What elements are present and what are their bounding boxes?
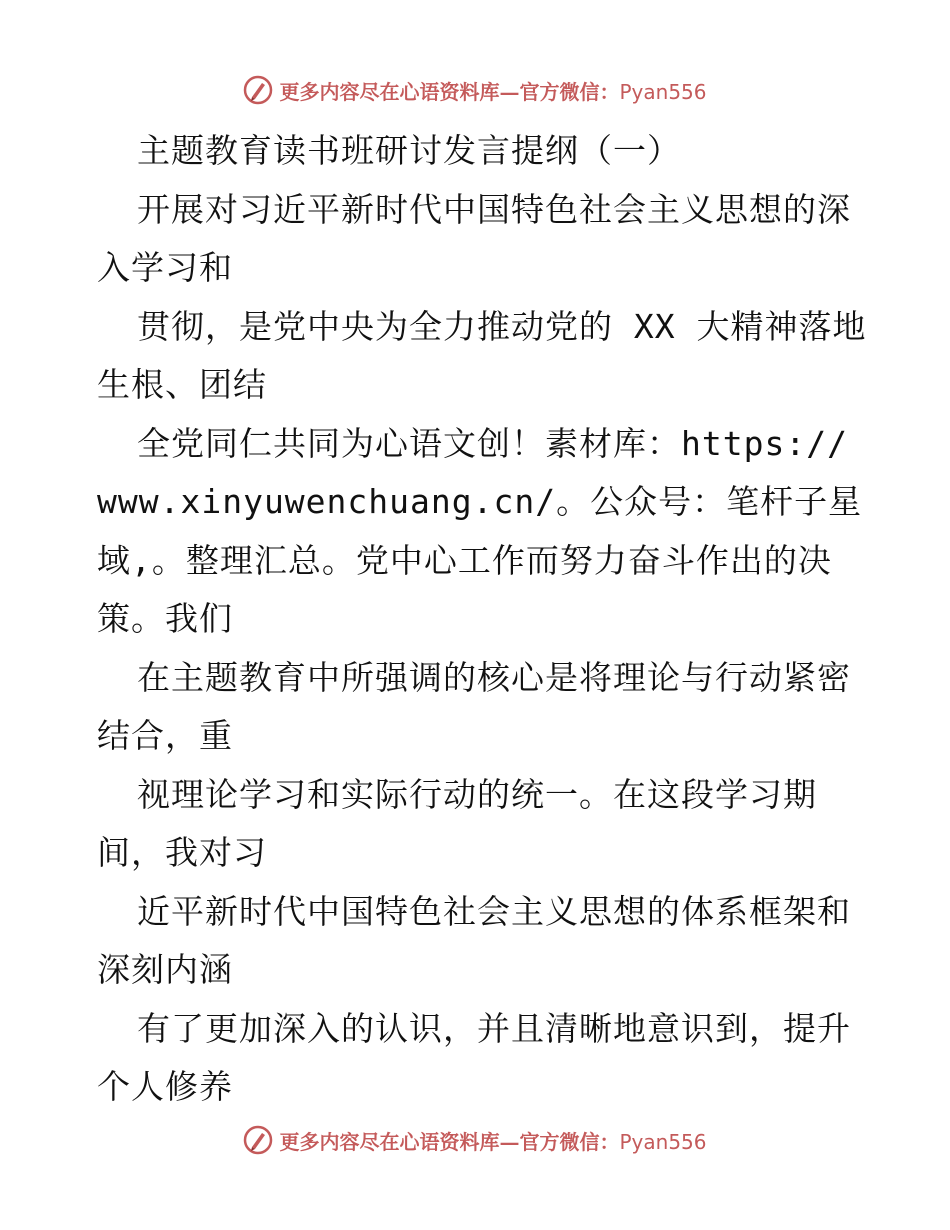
footer-banner	[0, 1120, 950, 1160]
text-line: 视理论学习和实际行动的统一。在这段学习期	[137, 774, 817, 814]
text-line: 结合，重	[97, 716, 233, 755]
text-line: 贯彻，是党中央为全力推动党的 XX 大精神落地	[137, 306, 867, 346]
text-line: 入学习和	[97, 248, 233, 287]
text-line: 生根、团结	[97, 365, 267, 404]
text-line: 域,。整理汇总。党中心工作而努力奋斗作出的决	[97, 540, 832, 580]
text-line: 策。我们	[97, 599, 233, 638]
pen-logo-icon	[243, 1125, 273, 1155]
text-line: 近平新时代中国特色社会主义思想的体系框架和	[137, 891, 851, 931]
banner-wechat-id: Pyan556	[619, 1129, 707, 1154]
text-line: 间，我对习	[97, 833, 267, 872]
text-line: www.xinyuwenchuang.cn/。公众号：笔杆子星	[97, 482, 863, 521]
text-line: 全党同仁共同为心语文创！素材库：https://	[137, 423, 848, 463]
text-line: 开展对习近平新时代中国特色社会主义思想的深	[137, 189, 851, 229]
text-line: 有了更加深入的认识，并且清晰地意识到，提升	[137, 1008, 851, 1048]
banner-wechat-id: Pyan556	[619, 79, 707, 104]
text-line: 深刻内涵	[97, 950, 233, 989]
banner-text	[279, 1126, 706, 1155]
banner-text	[279, 76, 706, 105]
banner-label: 更多内容尽在心语资料库—官方微信：	[279, 79, 620, 104]
text-line: 主题教育读书班研讨发言提纲（一）	[137, 131, 681, 170]
banner-label: 更多内容尽在心语资料库—官方微信：	[279, 1129, 620, 1154]
text-line: 在主题教育中所强调的核心是将理论与行动紧密	[137, 657, 851, 697]
text-line: 个人修养	[97, 1067, 233, 1106]
header-banner	[0, 70, 950, 110]
document-body	[97, 122, 867, 1117]
pen-logo-icon	[243, 75, 273, 105]
